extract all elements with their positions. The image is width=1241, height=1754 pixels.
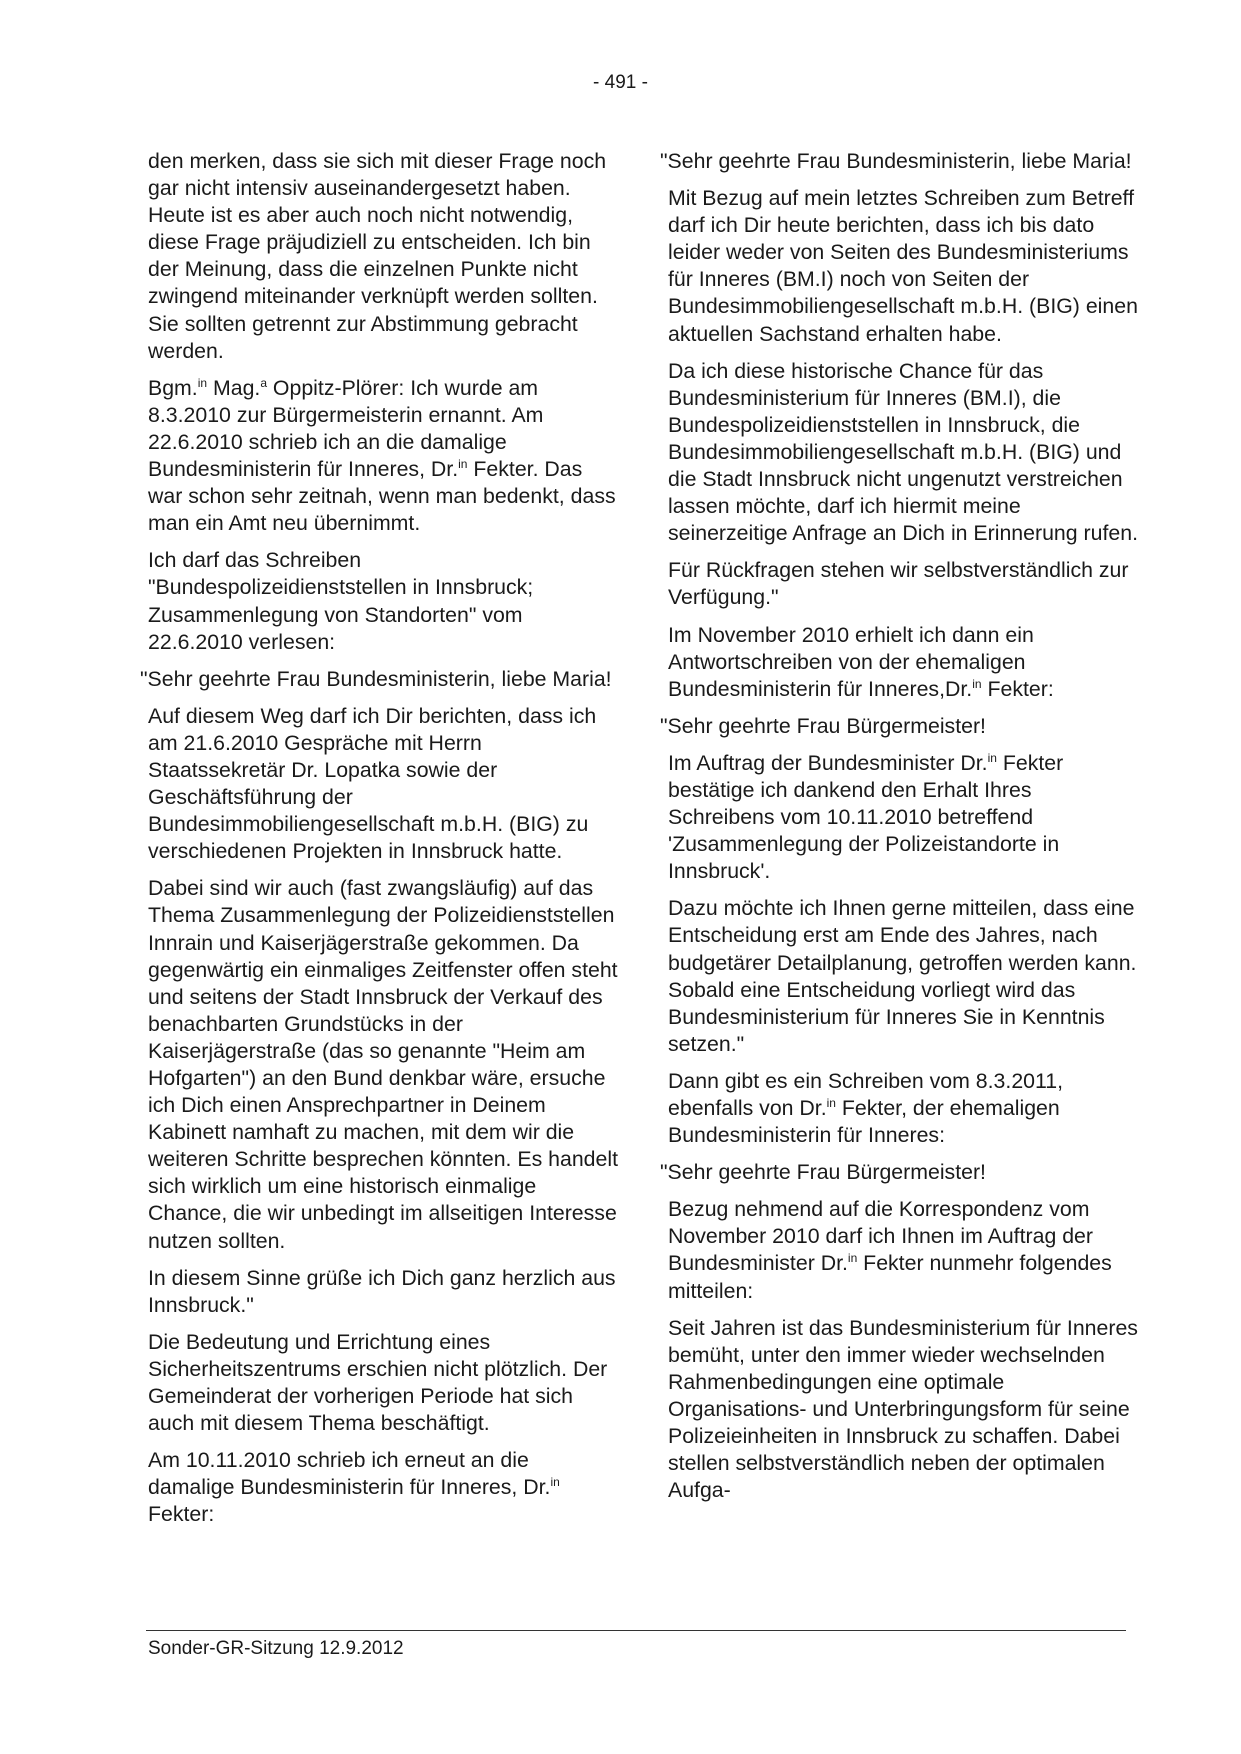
superscript: in: [972, 676, 982, 691]
paragraph: [668, 1068, 1138, 1149]
paragraph-text: Fekter:: [981, 676, 1054, 701]
paragraph-text: Oppitz-Plörer: Ich wurde am 8.3.2010 zur Bürgermeisterin ernannt. Am 22.6.2010 schrieb ich an die damalige Bundesministerin für Inneres, Dr.: [148, 375, 544, 482]
footer-text: Sonder-GR-Sitzung 12.9.2012: [148, 1638, 404, 1659]
paragraph: [668, 750, 1138, 885]
paragraph: Dabei sind wir auch (fast zwangsläufig) auf das Thema Zusammenlegung der Polizeidienststellen Innrain und Kaiserjägerstraße gekommen. Da gegenwärtig ein einmaliges Zeitfenster offen steht und seitens der Stadt Innsbruck der Verkauf des benachbarten Grundstücks in der Kaiserjägerstraße (das so genannte "Heim am Hofgarten") an den Bund denkbar wäre, ersuche ich Dich einen Ansprechpartner in Deinem Kabinett namhaft zu machen, mit dem wir die weiteren Schritte besprechen könnten. Es handelt sich wirklich um eine historisch einmalige Chance, die wir unbedingt im allseitigen Interesse nutzen sollten.: [148, 876, 619, 1253]
superscript: in: [550, 1475, 560, 1490]
paragraph: Seit Jahren ist das Bundesministerium für Inneres bemüht, unter den immer wieder wechselnden Rahmenbedingungen eine optimale Organisations- und Unterbringungsform für seine Polizeieinheiten in Innsbruck zu schaffen. Dabei stellen selbstverständlich neben der optimalen Aufga-: [668, 1315, 1138, 1503]
paragraph-text: Fekter. Das war schon sehr zeitnah, wenn man bedenkt, dass man ein Amt neu übernimmt.: [148, 457, 616, 536]
page-number: - 491 -: [593, 72, 648, 93]
left-column: [140, 148, 619, 1539]
paragraph: Auf diesem Weg darf ich Dir berichten, dass ich am 21.6.2010 Gespräche mit Herrn Staatssekretär Dr. Lopatka sowie der Geschäftsführung der Bundesimmobiliengesellschaft m.b.H. (BIG) zu verschiedenen Projekten in Innsbruck hatte.: [148, 703, 597, 864]
speaker-title: Bgm.: [148, 375, 198, 400]
paragraph-text: Fekter nunmehr folgendes mitteilen:: [668, 1251, 1112, 1303]
paragraph: Dazu möchte ich Ihnen gerne mitteilen, dass eine Entscheidung erst am Ende des Jahres, nach budgetärer Detailplanung, getroffen werden kann. Sobald eine Entscheidung vorliegt wird das Bundesministerium für Inneres Sie in Kenntnis setzen.": [668, 896, 1137, 1056]
paragraph: Ich darf das Schreiben "Bundespolizeidienststellen in Innsbruck; Zusammenlegung von Standorten" vom 22.6.2010 verlesen:: [148, 548, 534, 654]
paragraph: [148, 1447, 618, 1528]
right-column: [660, 148, 1138, 1514]
paragraph: Da ich diese historische Chance für das Bundesministerium für Inneres (BM.I), die Bundespolizeidienststellen in Innsbruck, die Bundesimmobiliengesellschaft m.b.H. (BIG) und die Stadt Innsbruck nicht ungenutzt verstreichen lassen möchte, darf ich hiermit meine seinerzeitige Anfrage an Dich in Erinnerung rufen.: [668, 358, 1138, 546]
footer-divider: [146, 1630, 1126, 1631]
quote-opening: "Sehr geehrte Frau Bundesministerin, liebe Maria!: [660, 149, 1132, 173]
paragraph: Für Rückfragen stehen wir selbstverständlich zur Verfügung.": [668, 558, 1129, 610]
superscript: in: [197, 375, 208, 390]
quote-opening: "Sehr geehrte Frau Bundesministerin, liebe Maria!: [140, 666, 612, 691]
paragraph-text: Im Auftrag der Bundesminister Dr.: [668, 750, 988, 775]
speaker-title: Mag.: [207, 375, 261, 400]
superscript: in: [987, 750, 997, 765]
superscript: in: [847, 1251, 858, 1266]
quote-opening: "Sehr geehrte Frau Bürgermeister!: [660, 713, 986, 738]
paragraph: den merken, dass sie sich mit dieser Frage noch gar nicht intensiv auseinandergesetzt haben. Heute ist es aber auch noch nicht notwendig, diese Frage präjudiziell zu entscheiden. Ich bin der Meinung, dass die einzelnen Punkte nicht zwingend miteinander verknüpft werden sollten. Sie sollten getrennt zur Abstimmung gebracht werden.: [148, 149, 607, 363]
paragraph: [668, 622, 1138, 703]
paragraph-text: Fekter bestätige ich dankend den Erhalt Ihres Schreibens vom 10.11.2010 betreffend 'Zusammenlegung der Polizeistandorte in Innsbruck'.: [668, 750, 1064, 884]
paragraph: In diesem Sinne grüße ich Dich ganz herzlich aus Innsbruck.": [148, 1265, 616, 1317]
paragraph-text: Bezug nehmend auf die Korrespondenz vom November 2010 darf ich Ihnen im Auftrag der Bundesminister Dr.: [668, 1197, 1093, 1276]
paragraph-text: Am 10.11.2010 schrieb ich erneut an die damalige Bundesministerin für Inneres, Dr.: [148, 1448, 551, 1500]
paragraph: [148, 375, 618, 538]
paragraph: Mit Bezug auf mein letztes Schreiben zum Betreff darf ich Dir heute berichten, dass ich bis dato leider weder von Seiten des Bundesministeriums für Inneres (BM.I) noch von Seiten der Bundesimmobiliengesellschaft m.b.H. (BIG) einen aktuellen Sachstand erhalten habe.: [668, 186, 1138, 346]
paragraph-text: Fekter:: [148, 1502, 215, 1527]
quote-opening: "Sehr geehrte Frau Bürgermeister!: [660, 1160, 986, 1185]
superscript: a: [260, 375, 268, 390]
paragraph-text: Dann gibt es ein Schreiben vom 8.3.2011, ebenfalls von Dr.: [668, 1068, 1064, 1120]
paragraph-text: Fekter, der ehemaligen Bundesministerin für Inneres:: [668, 1096, 1060, 1148]
superscript: in: [826, 1095, 836, 1110]
superscript: in: [458, 456, 468, 471]
paragraph-text: Im November 2010 erhielt ich dann ein Antwortschreiben von der ehemaligen Bundesministerin für Inneres,Dr.: [668, 622, 1034, 701]
paragraph: Die Bedeutung und Errichtung eines Sicherheitszentrums erschien nicht plötzlich. Der Gemeinderat der vorherigen Periode hat sich auch mit diesem Thema beschäftigt.: [148, 1329, 608, 1436]
paragraph: [668, 1196, 1138, 1304]
